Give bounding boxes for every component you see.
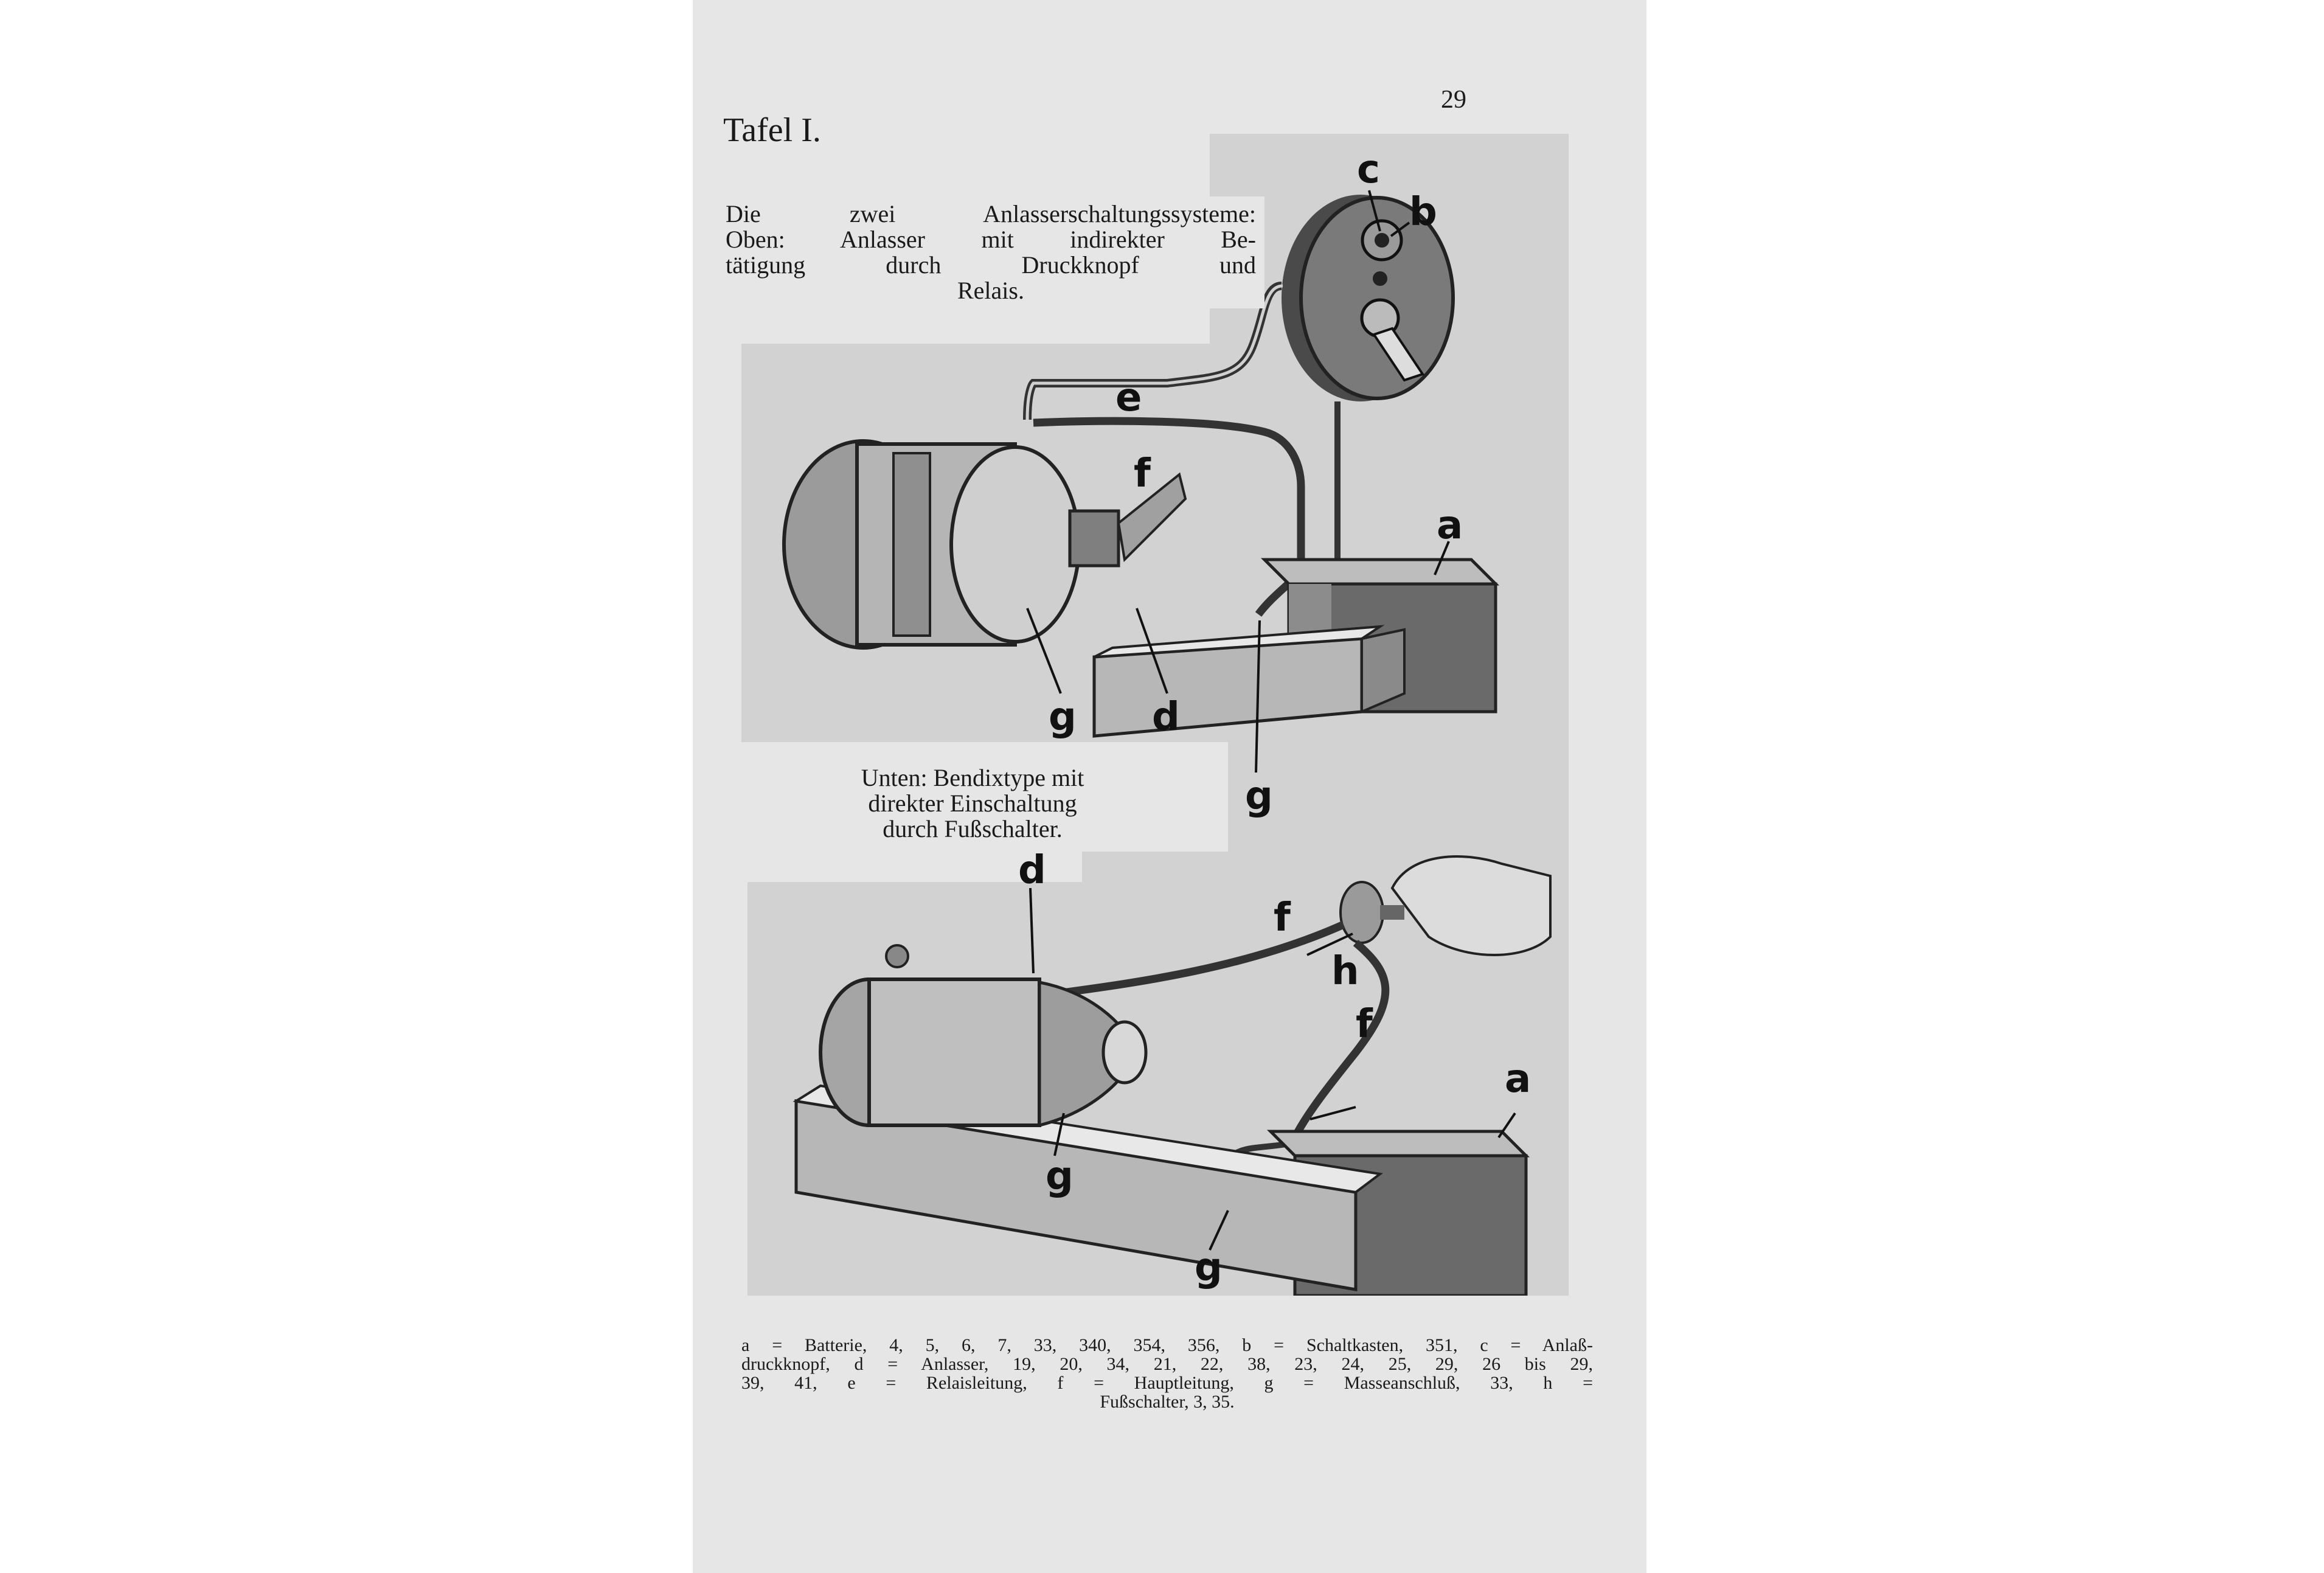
- caption-top-line: Die zwei Anlasserschaltungssysteme:: [726, 200, 1256, 227]
- figure-bottom-direct-starter: [747, 852, 1569, 1296]
- caption-bottom-line: Unten: Bendixtype mit: [861, 764, 1084, 791]
- label-e: e: [1115, 375, 1142, 420]
- label-g-motor: g: [1049, 695, 1077, 740]
- legend-line: druckknopf, d = Anlasser, 19, 20, 34, 21, 22, 38, 23, 24, 25, 29, 26 bis 29,: [741, 1354, 1593, 1374]
- label-f-upper: f: [1274, 895, 1291, 940]
- legend-line: Fußschalter, 3, 35.: [1100, 1392, 1235, 1412]
- label-g-battery: g: [1195, 1245, 1223, 1290]
- caption-bottom: [760, 760, 1185, 847]
- label-f-lower: f: [1356, 1002, 1373, 1047]
- book-page: [693, 0, 1646, 1573]
- page-number: 29: [1441, 86, 1466, 114]
- plate-title: Tafel I.: [723, 111, 821, 149]
- label-g-rail: g: [1046, 1154, 1074, 1199]
- label-b: b: [1409, 190, 1437, 235]
- caption-top: [717, 196, 1264, 308]
- label-g-frame: g: [1245, 774, 1273, 819]
- label-c: c: [1357, 147, 1380, 192]
- label-f: f: [1134, 451, 1151, 496]
- label-d: d: [1018, 852, 1046, 893]
- caption-bottom-line: durch Fußschalter.: [883, 815, 1063, 842]
- label-h: h: [1331, 949, 1359, 994]
- caption-top-line: Oben: Anlasser mit indirekter Be-: [726, 226, 1256, 253]
- legend-line: a = Batterie, 4, 5, 6, 7, 33, 340, 354, 356, b = Schaltkasten, 351, c = Anlaß-: [741, 1335, 1593, 1355]
- caption-bottom-line: direkter Einschaltung: [868, 790, 1077, 817]
- label-a: a: [1437, 503, 1463, 548]
- caption-top-line: Relais.: [957, 277, 1024, 304]
- label-d: d: [1152, 695, 1180, 740]
- figure-legend: [741, 1336, 1593, 1411]
- legend-line: 39, 41, e = Relaisleitung, f = Hauptleitung, g = Masseanschluß, 33, h =: [741, 1373, 1593, 1393]
- caption-top-line: tätigung durch Druckknopf und: [726, 251, 1256, 279]
- label-a: a: [1505, 1057, 1531, 1102]
